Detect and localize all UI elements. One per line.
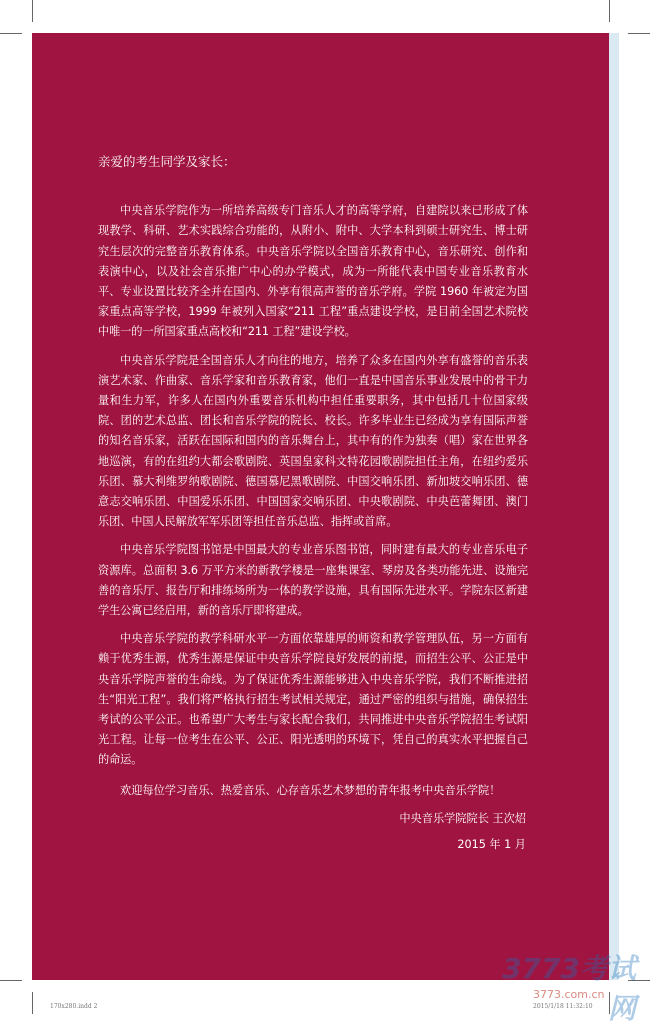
salutation: 亲爱的考生同学及家长： — [98, 154, 236, 169]
paragraph-alumni: 中央音乐学院是全国音乐人才向往的地方，培养了众多在国内外享有盛誉的音乐表演艺术家、作曲家、音乐学家和音乐教育家，他们一直是中国音乐事业发展中的骨干力量和生力军，许多人在国内外重要音乐机构中担任重要职务，其中包括几十位国家级院、团的艺术总监、团长和音乐学院的院长、校长。许多毕业生已经成为享有国际声誉的知名音乐家，活跃在国际和国内的音乐舞台上，其中有的作为独奏（唱）家在世界各地巡演，有的在纽约大都会歌剧院、英国皇家科文特花园歌剧院担任主角，在纽约爱乐乐团、慕大利维罗纳歌剧院、德国慕尼黑歌剧院、中国交响乐团、新加坡交响乐团、德意志交响乐团、中国爱乐乐团、中国国家交响乐团、中央歌剧院、中央芭蕾舞团、澳门乐团、中国人民解放军军乐团等担任音乐总监、指挥或首席。 — [98, 353, 528, 529]
closing-line: 欢迎每位学习音乐、热爱音乐、心存音乐艺术梦想的青年报考中央音乐学院！ — [120, 783, 501, 797]
page-edge — [609, 33, 619, 980]
print-slug-file: 170x280.indd 2 — [50, 1003, 98, 1010]
letter-date: 2015 年 1 月 — [457, 838, 526, 852]
watermark-logo: 3773考试网 — [502, 952, 636, 1025]
crop-mark-top-right-v — [609, 0, 610, 22]
paragraph-facilities: 中央音乐学院图书馆是中国最大的专业音乐图书馆，同时建有最大的专业音乐电子资源库。总面积 3.6 万平方米的新教学楼是一座集课室、琴房及各类功能先进、设施完善的音乐厅、报告厅和排练场所为一体的教学设施，具有国际先进水平。学院东区新建学生公寓已经启用，新的音乐厅即将建成。 — [98, 543, 528, 618]
crop-mark-top-left-v — [32, 0, 33, 22]
crop-mark-bottom-left-h — [0, 980, 22, 981]
crop-mark-top-left-h — [0, 33, 22, 34]
crop-mark-top-right-h — [628, 33, 650, 34]
paragraph-intro: 中央音乐学院作为一所培养高级专门音乐人才的高等学府，自建院以来已形成了体现教学、科研、艺术实践综合功能的，从附小、附中、大学本科到硕士研究生、博士研究生层次的完整音乐教育体系。中央音乐学院以全国音乐教育中心，音乐研究、创作和表演中心，以及社会音乐推广中心的办学模式，成为一所能代表中国专业音乐教育水平、专业设置比较齐全并在国内、外享有很高声誉的音乐学府。学院 1960 年被定为国家重点高等学校，1999 年被列入国家“211 工程”重点建设学校，是目前全国艺术院校中唯一的一所国家重点高校和“211 工程”建设学校。 — [98, 204, 528, 339]
signature: 中央音乐学院院长 王次炤 — [399, 811, 526, 825]
paragraph-admissions: 中央音乐学院的教学科研水平一方面依靠雄厚的师资和教学管理队伍，另一方面有赖于优秀生源，优秀生源是保证中央音乐学院良好发展的前提，而招生公平、公正是中央音乐学院声誉的生命线。为了保证优秀生源能够进入中央音乐学院，我们不断推进招生“阳光工程”。我们将严格执行招生考试相关规定，通过严密的组织与措施，确保招生考试的公平公正。也希望广大考生与家长配合我们，共同推进中央音乐学院招生考试阳光工程。让每一位考生在公平、公正、阳光透明的环境下，凭自己的真实水平把握自己的命运。 — [98, 632, 528, 767]
watermark-url[interactable]: 3773.com.cn — [533, 988, 605, 1001]
crop-mark-bottom-left-v — [32, 992, 33, 1014]
letter-body — [98, 152, 528, 855]
print-slug-timestamp: 2015/1/18 11:32:10 — [533, 1003, 593, 1010]
